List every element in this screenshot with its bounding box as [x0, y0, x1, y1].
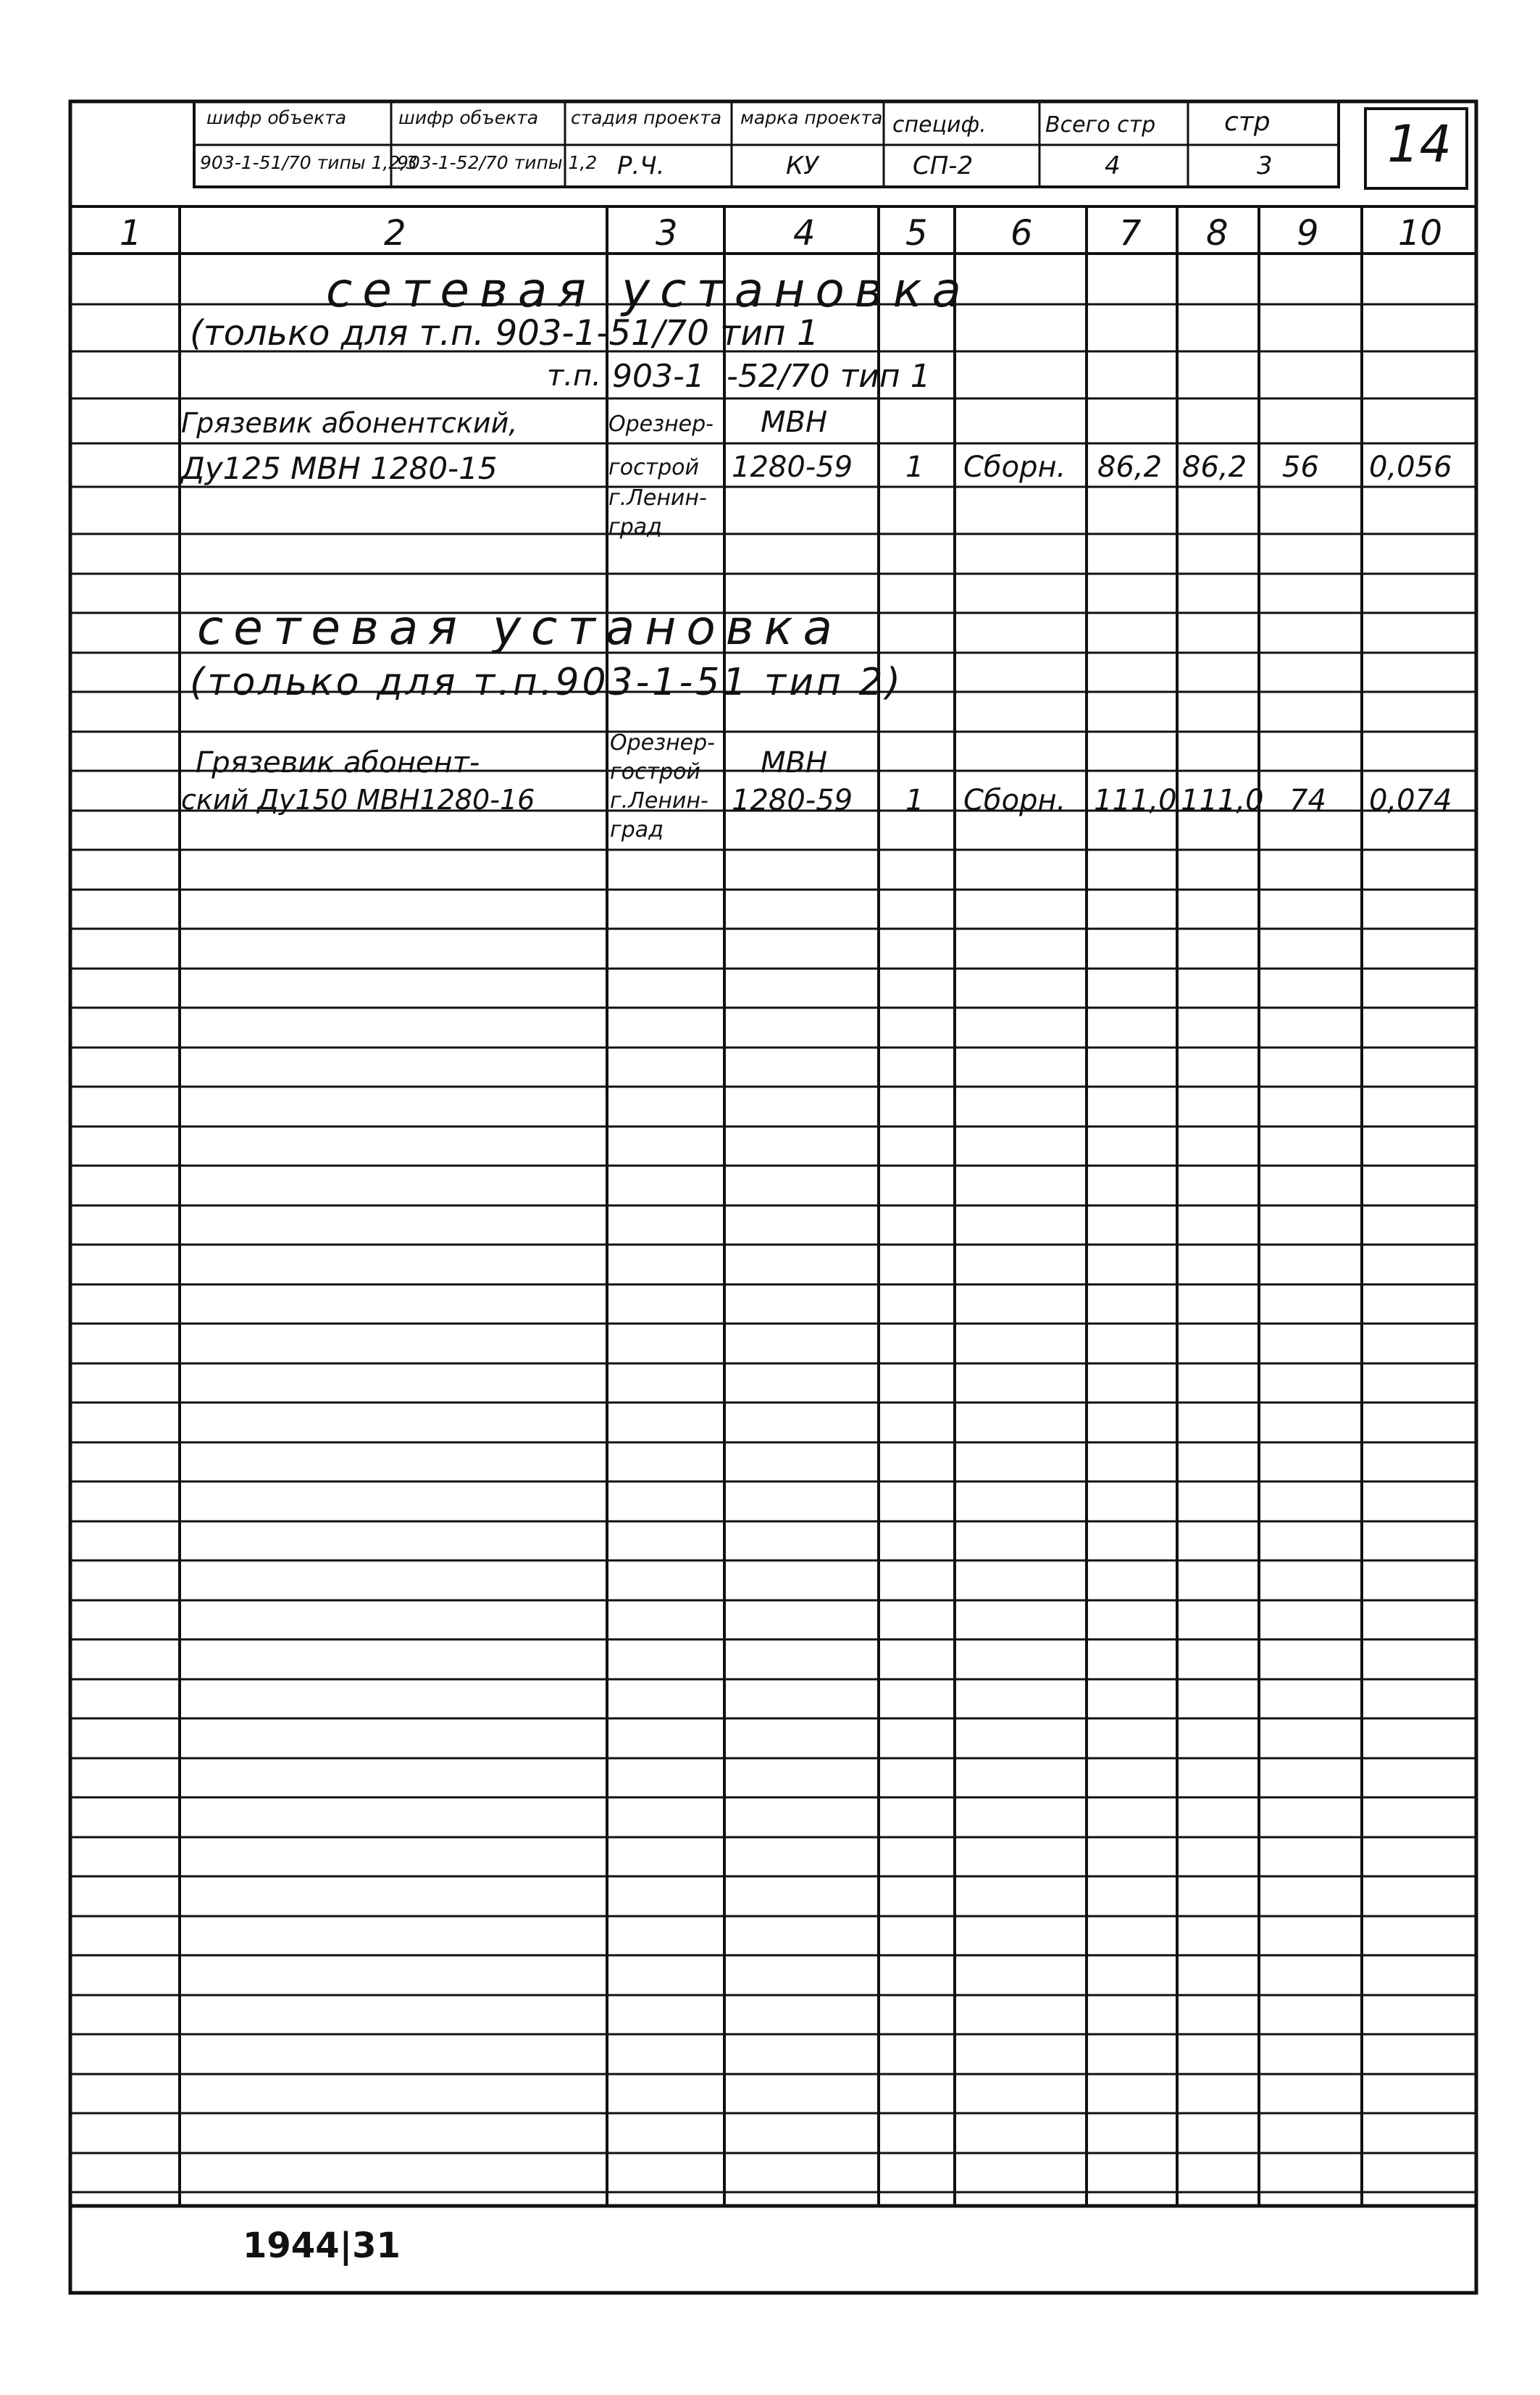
section1-col10: 0,056	[1369, 451, 1452, 484]
section1-note-line2-b: 903-1	[612, 358, 705, 395]
section2-col8: 111,0	[1181, 784, 1264, 817]
column-number-10: 10	[1398, 213, 1443, 254]
title-cell-value-object-code-1: 903-1-51/70 типы 1,2,3	[200, 152, 418, 173]
title-cell-value-total-pages: 4	[1105, 151, 1121, 180]
section1-item-line1: Грязевик абонентский,	[181, 407, 518, 439]
section2-type: Сборн.	[963, 784, 1066, 817]
title-cell-value-specification: СП-2	[913, 151, 974, 180]
column-number-3: 3	[656, 213, 678, 254]
section2-col7: 111,0	[1094, 784, 1177, 817]
section1-note-line1: (только для т.п. 903-1-51/70 тип 1	[190, 313, 819, 354]
section2-qty: 1	[905, 784, 924, 817]
section2-doc-line2: 1280-59	[732, 784, 853, 817]
title-cell-value-project-stage: Р.Ч.	[617, 151, 665, 180]
section2-supplier-4: град	[610, 817, 664, 843]
column-number-7: 7	[1119, 213, 1142, 254]
row-lines	[70, 254, 1476, 2192]
title-cell-label-project-stage: стадия проекта	[571, 107, 722, 128]
column-number-9: 9	[1297, 213, 1319, 254]
section1-type: Сборн.	[963, 451, 1066, 484]
section2-col10: 0,074	[1369, 784, 1452, 817]
title-cell-label-project-mark: марка проекта	[740, 107, 883, 128]
column-number-2: 2	[384, 213, 406, 254]
title-cell-value-page: 3	[1257, 151, 1273, 180]
section1-supplier-1: Орезнер-	[608, 411, 714, 437]
section2-supplier-2: гострой	[610, 759, 700, 785]
title-cell-value-project-mark: КУ	[786, 151, 819, 180]
section1-qty: 1	[905, 451, 924, 484]
section1-note-line2-c: -52/70 тип 1	[727, 358, 931, 395]
column-number-1: 1	[120, 213, 142, 254]
title-cell-label-page: стр	[1224, 107, 1271, 137]
column-number-8: 8	[1206, 213, 1229, 254]
section1-supplier-3: г.Ленин-	[608, 485, 707, 511]
title-cell-label-total-pages: Всего стр	[1045, 112, 1156, 138]
section2-item-line1: Грязевик абонент-	[196, 746, 480, 779]
title-cell-label-object-code-1: шифр объекта	[206, 107, 347, 128]
sheet-number: 14	[1387, 114, 1452, 174]
section1-heading: сетевая установка	[326, 262, 971, 318]
section2-doc-line1: МВН	[761, 746, 828, 779]
title-cell-label-specification: специф.	[892, 112, 987, 138]
section1-supplier-4: град	[608, 514, 662, 540]
title-cell-label-object-code-2: шифр объекта	[398, 107, 539, 128]
section1-note-line2-a: т.п.	[547, 359, 601, 393]
column-number-5: 5	[905, 213, 928, 254]
section2-note: (только для т.п.903-1-51 тип 2)	[190, 661, 903, 704]
section1-col8: 86,2	[1182, 451, 1247, 484]
section1-col9: 56	[1282, 451, 1319, 484]
title-cell-value-object-code-2: 903-1-52/70 типы 1,2	[397, 152, 598, 173]
section2-item-line2: ский Ду150 МВН1280-16	[181, 784, 535, 816]
section2-supplier-3: г.Ленин-	[610, 788, 708, 814]
column-number-6: 6	[1010, 213, 1033, 254]
section1-doc-line1: МВН	[761, 406, 828, 439]
section1-supplier-2: гострой	[608, 455, 699, 480]
footer-code: 1944|31	[243, 2225, 401, 2266]
column-number-4: 4	[793, 213, 816, 254]
section1-col7: 86,2	[1097, 451, 1163, 484]
section2-supplier-1: Орезнер-	[610, 730, 716, 756]
section1-doc-line2: 1280-59	[732, 451, 853, 484]
section2-col9: 74	[1289, 784, 1326, 817]
section1-item-line2: Ду125 МВН 1280-15	[181, 451, 498, 486]
section2-heading: сетевая установка	[197, 600, 842, 656]
